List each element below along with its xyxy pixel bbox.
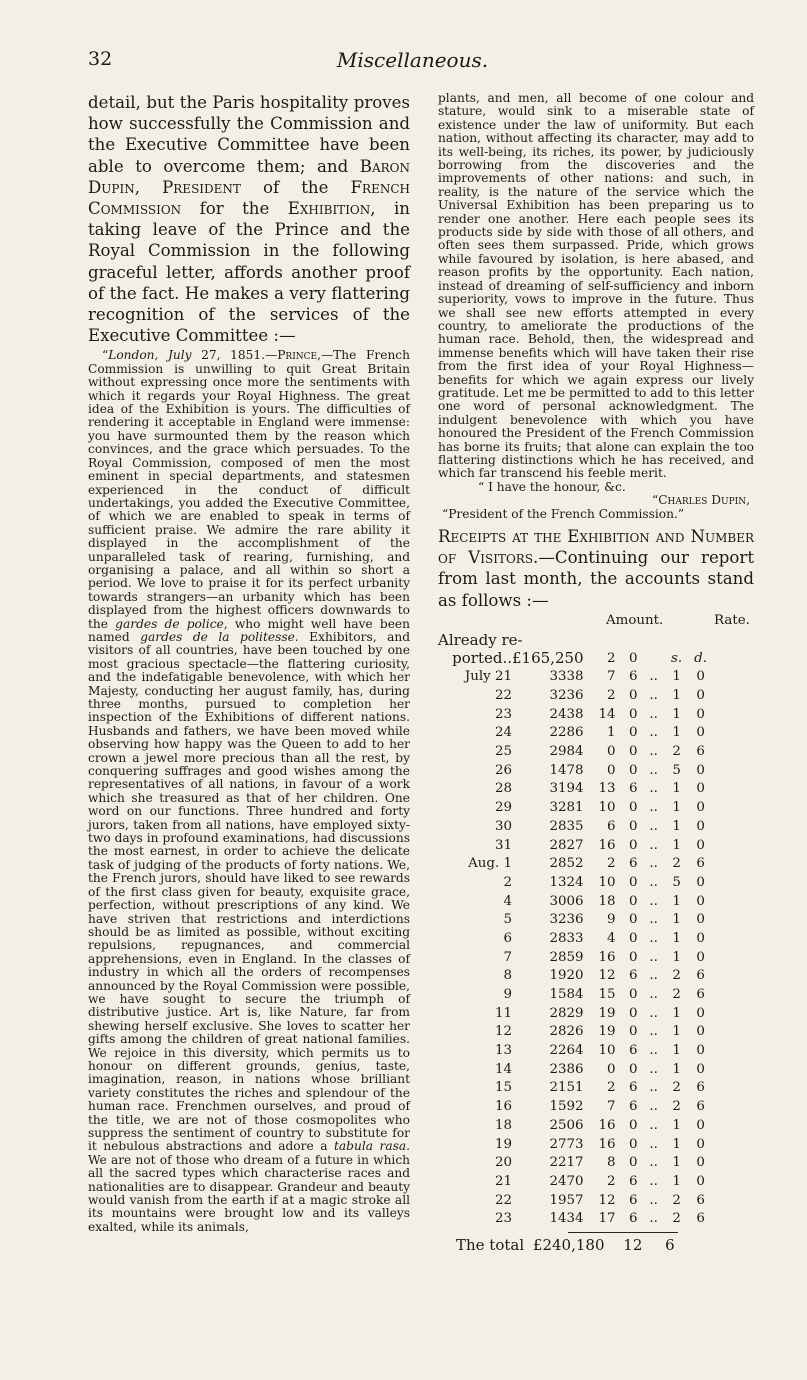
- table-row: Aug. 1 2852 2 6 .. 2 6: [468, 856, 705, 872]
- intro-paragraph: detail, but the Paris hospitality proves how successfully the Commission and the Executive Committee have been able to overcome them; and Baron Dupin, President of the French Commission for the Exhibition, in taking leave of the Prince and the Royal Commission in the following graceful letter, affords another proof of the fact. He makes a very flattering recognition of the services of the Executive Committee :—: [88, 93, 410, 346]
- table-row: 22 1957 12 6 .. 2 6: [494, 1192, 705, 1208]
- letter-continuation: plants, and men, all become of one colour and stature, would sink to a miserable state of existence under the law of uniformity. But each nation, without affecting its character, may add to its well-being, its riches, its power, by judiciously borrowing from the discoveries and the improvements of other nations: and such, in reality, is the nature of the service which the Universal Exhibition has been preparing us to render one another. Here each people sees its products side by side with those of all others, and often sees them surpassed. Pride, which grows while favoured by isolation, is here abased, and reason profits by the opportunity. Each nation, instead of dreaming of self-sufficiency and inborn superiority, vows to improve in the future. Thus we shall see new efforts attempted in every country, to ameliorate the productions of the human race. Behold, then, the widespread and immense benefits which will have taken their rise from the first idea of your Royal Highness—benefits for which we again express our lively gratitude. Let me be permitted to add to this letter one word of personal acknowledgment. The indulgent benevolence with which you have honoured the President of the French Commission has borne its fruits; that alone can explain the too flattering distinctions which he has received, and which far transcend his feeble merit.: [438, 91, 754, 481]
- table-row: 14 2386 0 0 .. 1 0: [494, 1061, 705, 1077]
- total-line: The total £240,180 12 6: [456, 1236, 675, 1255]
- rate-heading: Rate.: [714, 612, 750, 628]
- table-row: 20 2217 8 0 .. 1 0: [494, 1155, 705, 1171]
- receipts-intro: Receipts at the Exhibition and Number of Visitors.—Continuing our report from last month, the accounts stand as follows :—: [438, 527, 754, 610]
- signature-title: “President of the French Commission.”: [442, 506, 685, 521]
- table-row: 6 2833 4 0 .. 1 0: [503, 930, 705, 946]
- left-column: [88, 92, 410, 1234]
- table-row: 18 2506 16 0 .. 1 0: [494, 1117, 705, 1133]
- table-row: 9 1584 15 0 .. 2 6: [503, 987, 705, 1003]
- table-row: 29 3281 10 0 .. 1 0: [494, 800, 705, 816]
- table-row: 15 2151 2 6 .. 2 6: [494, 1080, 705, 1096]
- table-row: 19 2773 16 0 .. 1 0: [494, 1136, 705, 1152]
- table-row: 24 2286 1 0 .. 1 0: [494, 725, 705, 741]
- table-row: 11 2829 19 0 .. 1 0: [494, 1005, 705, 1021]
- table-row: 26 1478 0 0 .. 5 0: [494, 762, 705, 778]
- page-header: [88, 48, 737, 78]
- table-row: ported.. £165,250 2 0 s. d.: [452, 649, 707, 668]
- table-row: 7 2859 16 0 .. 1 0: [503, 949, 705, 965]
- table-row: 23 2438 14 0 .. 1 0: [494, 706, 705, 722]
- table-row: 30 2835 6 0 .. 1 0: [494, 818, 705, 834]
- table-row: 8 1920 12 6 .. 2 6: [503, 968, 705, 984]
- table-row: 2 1324 10 0 .. 5 0: [503, 874, 705, 890]
- table-row: 31 2827 16 0 .. 1 0: [494, 837, 705, 853]
- amount-heading: Amount.: [606, 612, 664, 628]
- receipts-table: [438, 649, 718, 1228]
- total-rule: [568, 1232, 678, 1233]
- table-row: 13 2264 10 6 .. 1 0: [494, 1043, 705, 1059]
- table-heading-row: [438, 611, 754, 631]
- letter-closing: “ I have the honour, &c.: [478, 479, 626, 494]
- table-row: 21 2470 2 6 .. 1 0: [494, 1173, 705, 1189]
- table-row: 5 3236 9 0 .. 1 0: [503, 912, 705, 928]
- table-row: 22 3236 2 0 .. 1 0: [494, 688, 705, 704]
- page-number: 32: [88, 48, 113, 70]
- table-row: 23 1434 17 6 .. 2 6: [494, 1211, 705, 1227]
- already-reported-label: Already re-: [438, 630, 523, 649]
- table-row: 4 3006 18 0 .. 1 0: [503, 893, 705, 909]
- table-row: 25 2984 0 0 .. 2 6: [494, 744, 705, 760]
- right-column: [438, 92, 754, 1255]
- table-row: 12 2826 19 0 .. 1 0: [494, 1024, 705, 1040]
- table-row: 28 3194 13 6 .. 1 0: [494, 781, 705, 797]
- running-title: Miscellaneous.: [336, 48, 489, 72]
- table-row: July 21 3338 7 6 .. 1 0: [464, 669, 705, 685]
- signature-name: “Charles Dupin,: [652, 493, 750, 508]
- table-row: 16 1592 7 6 .. 2 6: [494, 1099, 705, 1115]
- letter-text: “London, July 27, 1851.—Prince,—The French Commission is unwilling to quit Great Britain without expressing once more the sentiments with which it regards your Royal Highness. The great idea of the Exhibition is yours. The difficulties of rendering it acceptable in England were immense: you have surmounted them by the reason which convinces, and the grace which persuades. To the Royal Commission, composed of men the most eminent in special departments, and statesmen experienced in the conduct of difficult undertakings, you added the Executive Committee, of which we are enabled to speak in terms of sufficient praise. We admire the rare ability it displayed in the accomplishment of the unparalleled task of rearing, furnishing, and organising a palace, and all within so short a period. We love to praise it for its perfect urbanity towards strangers—an urbanity which has been displayed from the highest officers downwards to the gardes de police, who might well have been named gardes de la politesse. Exhibitors, and visitors of all countries, have been touched by one most gracious spectacle—the flattering curiosity, and the indefatigable benevolence, with which her Majesty, conducting her august family, has, during three months, pursued to completion her inspection of the Exhibitions of different nations. Husbands and fathers, we have been moved while observing how happy was the Queen to add to her crown a jewel more precious than all the rest, by conquering suffrages and good wishes among the representatives of all nations, in favour of a work which she treasured as that of her children. One word on our functions. Three hundred and forty jurors, taken from all nations, have employed sixty-two days in profound examinations, had discussions the most earnest, in order to achieve the delicate task of judging of the products of forty nations. We, the French jurors, should have liked to see rewards of the first class given for beauty, exquisite grace, perfection, without prescriptions of any kind. We have striven that restrictions and interdictions should be as limited as possible, without exciting repulsions, repugnances, and commercial apprehensions, even in England. In the classes of industry in which all the orders of recompenses announced by the Royal Commission were possible, we have sought to secure the triumph of distributive justice. Art is, like Nature, far from shewing herself exclusive. She loves to scatter her gifts among the children of great national families. We rejoice in this diversity, which permits us to honour on different grounds, genius, taste, imagination, reason, in nations whose brilliant variety constitutes the riches and splendour of the human race. Frenchmen ourselves, and proud of the title, we are not of those cosmopolites who suppress the sentiment of country to substitute for it nebulous abstractions and adore a tabula rasa. We are not of those who dream of a future in which all the sacred types which characterise races and nationalities are to disappear. Grandeur and beauty would vanish from the earth if at a magic stroke all its mountains were brought low and its valleys exalted, while its animals,: [88, 348, 411, 1234]
